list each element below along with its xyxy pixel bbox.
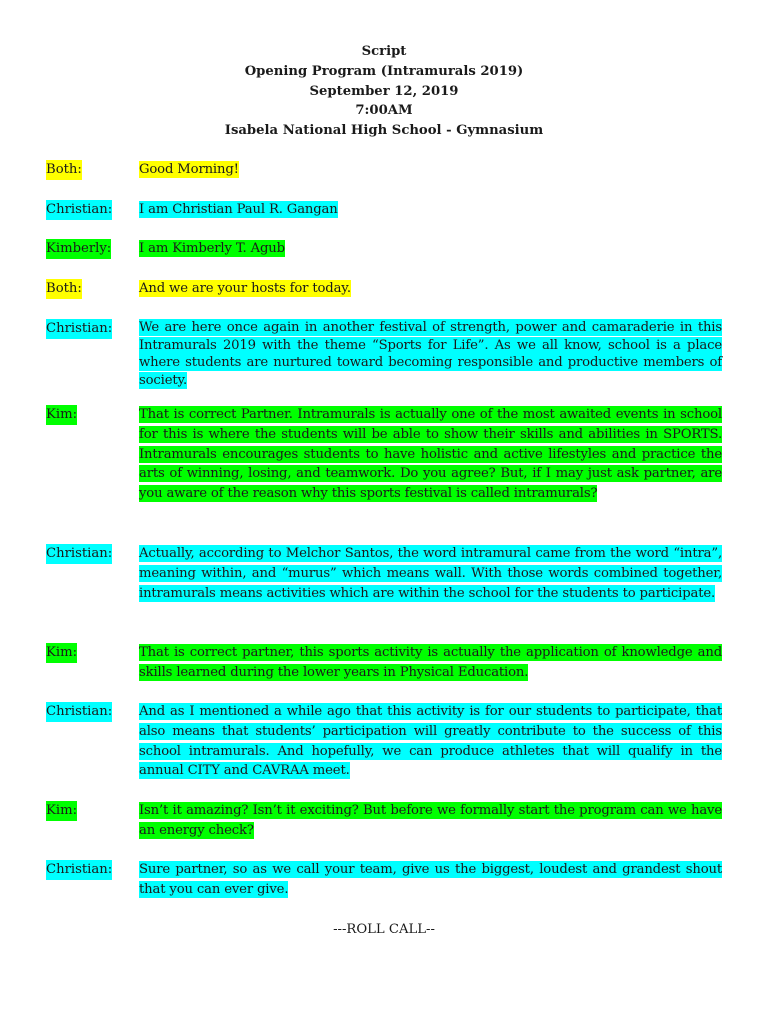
dialogue-text: Sure partner, so as we call your team, give us the biggest, loudest and grandest shout that you can ever give. xyxy=(139,862,722,897)
speaker-label: Both: xyxy=(46,160,82,180)
header-title: Script xyxy=(361,44,407,59)
speaker-label: Christian: xyxy=(46,544,112,564)
dialogue-text: I am Christian Paul R. Gangan xyxy=(139,202,338,217)
header-date: September 12, 2019 xyxy=(309,83,459,99)
dialogue-text: And we are your hosts for today. xyxy=(139,281,351,296)
speaker-label: Kim: xyxy=(46,643,77,663)
dialogue-text: Actually, according to Melchor Santos, the word intramural came from the word “intra”, meaning within, and “murus” which means wall. With those words combined together, intramurals means activities which are within the school for the students to participate. xyxy=(139,546,722,601)
dialogue-text: Good Morning! xyxy=(139,162,239,177)
header-time: 7:00AM xyxy=(355,103,413,119)
dialogue-text: And as I mentioned a while ago that this activity is for our students to participate, that also means that students’ participation will greatly contribute to the success of this school intramurals. And hopefully, we can produce athletes that will qualify in the annual CITY and CAVRAA meet. xyxy=(139,704,722,779)
dialogue-text: That is correct partner, this sports activity is actually the application of knowledge and skills learned during the lower years in Physical Education. xyxy=(139,645,722,680)
dialogue-text: That is correct Partner. Intramurals is actually one of the most awaited events in school for this is where the students will be able to show their skills and abilities in SPORTS. Intramurals encourages students to have holistic and active lifestyles and practice the arts of winning, losing, and teamwork. Do you agree? But, if I may just ask partner, are you aware of the reason why this sports festival is called intramurals? xyxy=(139,407,722,502)
header-program: Opening Program (Intramurals 2019) xyxy=(244,63,524,79)
speaker-label: Kim: xyxy=(46,405,77,425)
dialogue-text: I am Kimberly T. Agub xyxy=(139,241,285,256)
dialogue-text: We are here once again in another festival of strength, power and camaraderie in this Intramurals 2019 with the theme “Sports for Life”. As we all know, school is a place where students are nurtured toward becoming responsible and productive members of society. xyxy=(139,320,722,388)
speaker-label: Christian: xyxy=(46,702,112,722)
speaker-label: Both: xyxy=(46,279,82,299)
speaker-label: Kimberly: xyxy=(46,239,111,259)
header-venue: Isabela National High School - Gymnasium xyxy=(224,123,544,139)
speaker-label: Christian: xyxy=(46,319,112,339)
roll-call-marker: ---ROLL CALL-- xyxy=(333,922,435,937)
speaker-label: Christian: xyxy=(46,860,112,880)
dialogue-text: Isn’t it amazing? Isn’t it exciting? But before we formally start the program can we have an energy check? xyxy=(139,803,722,838)
document-header xyxy=(0,42,768,141)
speaker-label: Kim: xyxy=(46,801,77,821)
speaker-label: Christian: xyxy=(46,200,112,220)
